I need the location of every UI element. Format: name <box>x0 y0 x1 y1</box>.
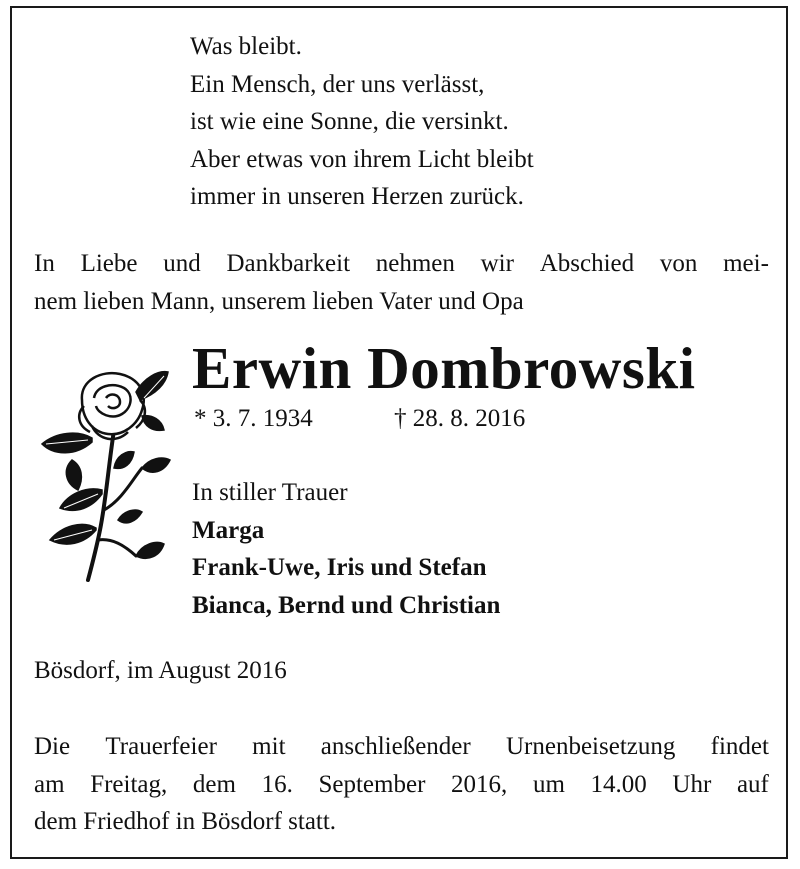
mourners-heading: In stiller Trauer <box>192 479 348 506</box>
intro-text <box>34 245 769 320</box>
ceremony-word: 2016, <box>451 770 508 798</box>
deceased-name: Erwin Dombrowski <box>192 335 696 401</box>
ceremony-word: Freitag, <box>90 770 168 798</box>
place-date: Bösdorf, im August 2016 <box>34 657 287 684</box>
birth-date: * 3. 7. 1934 <box>194 405 313 432</box>
ceremony-word: Uhr <box>672 770 712 798</box>
ceremony-word: auf <box>736 770 769 798</box>
ceremony-text <box>34 728 769 841</box>
intro-word: wir <box>480 250 514 277</box>
ceremony-word: 16. <box>261 770 293 798</box>
mourners <box>192 474 500 624</box>
poem-line: Ein Mensch, der uns verlässt, <box>190 70 485 98</box>
ceremony-word: findet <box>710 733 769 760</box>
ceremony-line-3: dem Friedhof in Bösdorf statt. <box>34 808 337 835</box>
ceremony-word: Urnenbeisetzung <box>505 733 676 760</box>
ceremony-word: September <box>318 770 426 798</box>
intro-line-1 <box>34 245 769 283</box>
ceremony-line-1 <box>34 728 769 766</box>
ceremony-word: anschließender <box>320 733 471 760</box>
ceremony-line-2 <box>34 766 769 804</box>
ceremony-word: mit <box>252 733 286 760</box>
intro-word: Liebe <box>80 250 138 277</box>
intro-word: mei- <box>723 250 769 277</box>
intro-word: und <box>163 250 201 277</box>
intro-word: nehmen <box>375 250 455 277</box>
ceremony-word: Die <box>34 733 71 760</box>
poem-line: Was bleibt. <box>190 33 302 60</box>
poem-line: ist wie eine Sonne, die versinkt. <box>190 108 509 135</box>
intro-word: Dankbarkeit <box>226 250 351 277</box>
rose-icon <box>32 360 172 582</box>
ceremony-word: am <box>34 770 65 798</box>
mourner-name: Frank-Uwe, Iris und Stefan <box>192 554 487 581</box>
poem-line: Aber etwas von ihrem Licht bleibt <box>190 145 534 173</box>
ceremony-word: um <box>532 770 565 798</box>
ceremony-word: dem <box>192 770 236 798</box>
intro-word: von <box>659 250 698 277</box>
death-date: † 28. 8. 2016 <box>394 405 526 432</box>
mourner-name: Bianca, Bernd und Christian <box>192 591 501 619</box>
poem-line: immer in unseren Herzen zurück. <box>190 183 524 210</box>
mourner-name: Marga <box>192 516 265 544</box>
ceremony-word: 14.00 <box>590 770 647 798</box>
intro-word: In <box>34 250 55 277</box>
intro-line-2: nem lieben Mann, unserem lieben Vater und Opa <box>34 287 524 315</box>
intro-word: Abschied <box>539 250 635 277</box>
ceremony-word: Trauerfeier <box>105 733 217 760</box>
poem <box>190 28 534 216</box>
life-dates <box>194 402 526 436</box>
